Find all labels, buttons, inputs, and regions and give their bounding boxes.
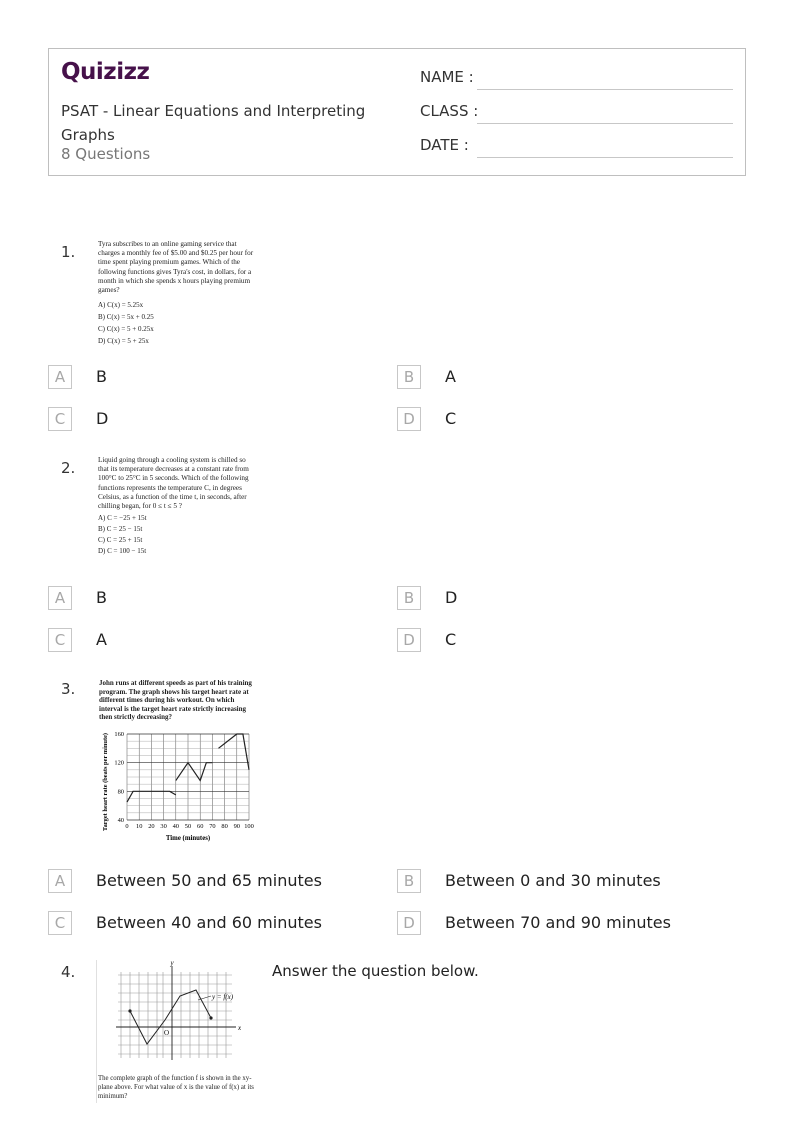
question-option: C) C = 25 + 15t [98, 536, 143, 545]
question-number: 3. [61, 680, 76, 698]
worksheet-title: PSAT - Linear Equations and Interpreting Graphs [61, 102, 366, 144]
date-label: DATE : [420, 136, 469, 154]
chart-grid [127, 734, 249, 820]
choice-letter: B [397, 586, 421, 610]
question-text: Tyra subscribes to an online gaming service that charges a monthly fee of $5.00 and $0.25 per hour for time spent playing premium games. Which of the following functions gives Tyra's cost, in dollars, for a month in which she spends x hours playing premium games? [98, 240, 254, 295]
choice-text: Between 50 and 65 minutes [96, 871, 322, 890]
choice-letter: D [397, 911, 421, 935]
choice-letter: C [48, 911, 72, 935]
choice-letter: B [397, 869, 421, 893]
question-text: John runs at different speeds as part of his training program. The graph shows his target heart rate at different times during his workout. On which interval is the target heart rate strictly increasing then strictly decreasing? [99, 679, 252, 722]
x-tick-label: 100 [244, 823, 254, 830]
question-option: A) C = −25 + 15t [98, 514, 147, 523]
series-line [176, 763, 213, 781]
question-count: 8 Questions [61, 145, 151, 163]
question-1-image [98, 240, 258, 347]
function-graph [112, 960, 242, 1065]
name-line [477, 89, 733, 90]
question-2-image [98, 456, 258, 557]
graph-function-label: y = f(x) [212, 993, 234, 1001]
question-option: C) C(x) = 5 + 0.25x [98, 325, 154, 334]
choice-text: Between 40 and 60 minutes [96, 913, 322, 932]
choice-text: A [445, 367, 456, 386]
quizizz-logo: Quizizz [61, 59, 150, 85]
choice-text: D [96, 409, 109, 428]
date-line [477, 157, 733, 158]
worksheet-header [48, 48, 746, 176]
question-number: 2. [61, 459, 76, 477]
choice-letter: A [48, 869, 72, 893]
choice-letter: D [397, 628, 421, 652]
question-number: 1. [61, 243, 76, 261]
y-tick-label: 160 [114, 731, 124, 738]
question-option: B) C = 25 − 15t [98, 525, 143, 534]
choice-letter: A [48, 365, 72, 389]
graph-origin-label: O [164, 1029, 170, 1037]
x-tick-label: 0 [125, 823, 129, 830]
choice-letter: A [48, 586, 72, 610]
x-tick-label: 20 [148, 823, 155, 830]
question-option: D) C = 100 − 15t [98, 547, 147, 556]
question-text: The complete graph of the function f is shown in the xy-plane above. For what value of x is the value of f(x) at its minimum? [98, 1075, 254, 1100]
class-line [477, 123, 733, 124]
x-tick-label: 10 [136, 823, 143, 830]
question-option: A) C(x) = 5.25x [98, 301, 144, 310]
x-tick-labels [125, 823, 253, 830]
question-text: Liquid going through a cooling system is chilled so that its temperature decreases at a constant rate from 100°C to 25°C in 5 seconds. Which of the following functions represents the temperature C, in degrees Celsius, as a function of the time t, in seconds, after chilling began, for 0 ≤ t ≤ 5 ? [98, 456, 249, 511]
choice-text: B [96, 588, 107, 607]
graph-y-label: y [170, 960, 174, 967]
question-divider [96, 960, 97, 1103]
x-axis-label: Time (minutes) [165, 835, 211, 842]
choice-text: C [445, 409, 457, 428]
question-4-text-image [98, 1074, 260, 1101]
choice-letter: B [397, 365, 421, 389]
choice-text: B [96, 367, 107, 386]
choice-text: C [445, 630, 457, 649]
choice-letter: C [48, 407, 72, 431]
y-tick-label: 120 [114, 759, 124, 767]
question-option: D) C(x) = 5 + 25x [98, 337, 149, 346]
y-tick-labels [114, 731, 124, 824]
choice-letter: D [397, 407, 421, 431]
series-line [219, 734, 250, 770]
question-3-image [99, 679, 259, 722]
x-tick-label: 50 [184, 823, 192, 830]
question-option: B) C(x) = 5x + 0.25 [98, 313, 154, 322]
choice-text: A [96, 630, 107, 649]
question-number: 4. [61, 963, 76, 981]
x-tick-label: 40 [172, 823, 179, 830]
y-tick-label: 40 [117, 817, 124, 824]
graph-x-label: x [238, 1024, 242, 1032]
name-label: NAME : [420, 68, 474, 86]
question-instruction: Answer the question below. [272, 962, 479, 980]
y-tick-label: 80 [117, 788, 124, 796]
x-tick-label: 60 [197, 823, 204, 830]
x-tick-label: 70 [209, 823, 216, 830]
choice-text: Between 70 and 90 minutes [445, 913, 671, 932]
y-axis-label: Target heart rate (beats per minute) [102, 732, 109, 832]
choice-text: D [445, 588, 458, 607]
choice-letter: C [48, 628, 72, 652]
x-tick-label: 80 [221, 823, 228, 830]
choice-text: Between 0 and 30 minutes [445, 871, 661, 890]
x-tick-label: 30 [160, 823, 167, 830]
x-tick-label: 90 [233, 823, 240, 830]
class-label: CLASS : [420, 102, 479, 120]
heart-rate-chart [98, 722, 258, 847]
